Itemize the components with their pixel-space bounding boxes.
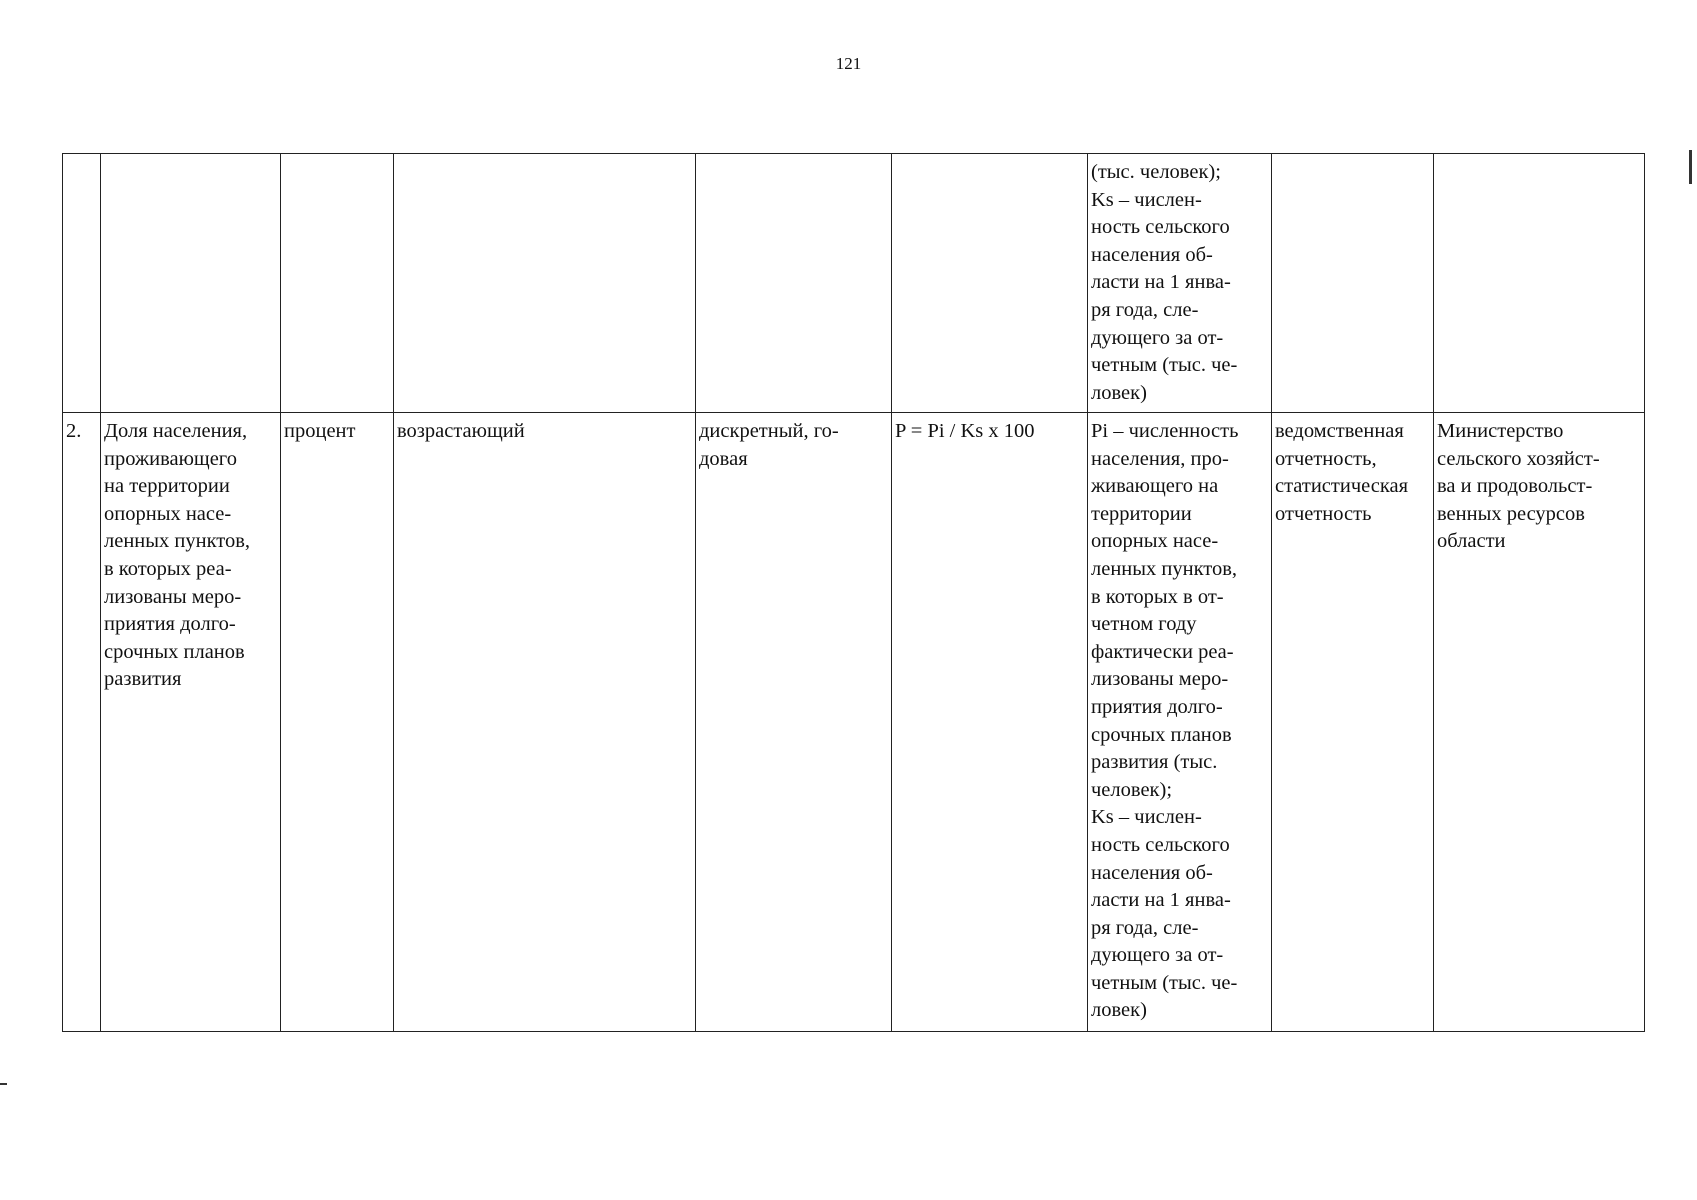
cell-indicator-name: Доля населения, проживающего на территории опорных насе- ленных пунктов, в которых реа- лизованы меро- приятия долго- срочных планов развития (101, 413, 281, 1032)
cell-indicator-name (101, 154, 281, 413)
cell-data-source: ведомственная отчетность, статистическая отчетность (1272, 413, 1434, 1032)
cell-number (63, 154, 101, 413)
cell-responsible: Министерство сельского хозяйст- ва и продовольст- венных ресурсов области (1434, 413, 1645, 1032)
cell-data-source (1272, 154, 1434, 413)
cell-formula-legend: (тыс. человек); Ks – числен- ность сельского населения об- ласти на 1 янва- ря года, сле- дующего за от- четным (тыс. че- ловек) (1088, 154, 1272, 413)
cell-responsible (1434, 154, 1645, 413)
cell-number: 2. (63, 413, 101, 1032)
page-number: 121 (835, 54, 862, 73)
cell-unit (281, 154, 394, 413)
cell-periodicity (696, 154, 892, 413)
cell-dynamics: возрастающий (394, 413, 696, 1032)
cell-formula: P = Pi / Ks x 100 (892, 413, 1088, 1032)
cell-formula-legend: Pi – численность населения, про- живающего на территории опорных насе- ленных пунктов, в которых в от- четном году фактически реа- лизованы меро- приятия долго- срочных планов развития (тыс. человек); Ks – числен- ность сельского населения об- ласти на 1 янва- ря года, сле- дующего за от- четным (тыс. че- ловек) (1088, 413, 1272, 1032)
edge-mark (0, 1083, 7, 1085)
cell-unit: процент (281, 413, 394, 1032)
table-row (63, 413, 1645, 1032)
cell-dynamics (394, 154, 696, 413)
cell-periodicity: дискретный, го- довая (696, 413, 892, 1032)
indicator-table (62, 153, 1645, 1032)
cell-formula (892, 154, 1088, 413)
table-row (63, 154, 1645, 413)
edge-mark (1689, 150, 1692, 184)
